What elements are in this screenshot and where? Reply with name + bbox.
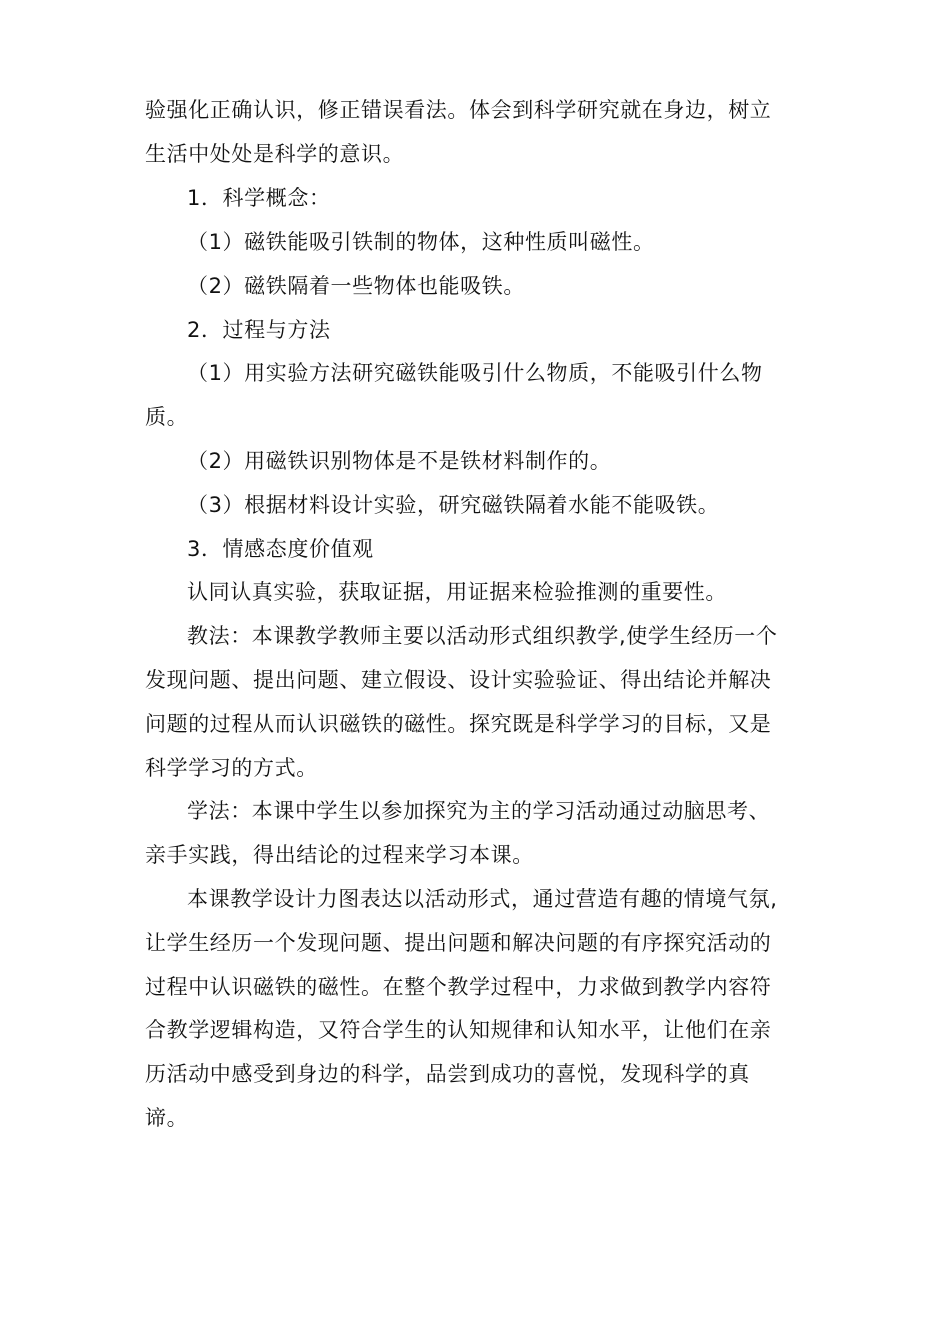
text-line: 学法：本课中学生以参加探究为主的学习活动通过动脑思考、 (187, 799, 771, 823)
text-line: 发现问题、提出问题、建立假设、设计实验验证、得出结论并解决 (145, 668, 772, 692)
list-item: （3）根据材料设计实验，研究磁铁隔着水能不能吸铁。 (187, 493, 720, 517)
list-item: （2）用磁铁识别物体是不是铁材料制作的。 (187, 449, 612, 473)
text-line: 让学生经历一个发现问题、提出问题和解决问题的有序探究活动的 (145, 931, 772, 955)
list-item: （1）磁铁能吸引铁制的物体，这种性质叫磁性。 (187, 230, 655, 254)
text-line: 科学学习的方式。 (145, 756, 318, 780)
list-item: （1）用实验方法研究磁铁能吸引什么物质，不能吸引什么物 (187, 361, 763, 385)
text-line: 问题的过程从而认识磁铁的磁性。探究既是科学学习的目标，又是 (145, 712, 772, 736)
text-line: 验强化正确认识，修正错误看法。体会到科学研究就在身边，树立 (145, 98, 772, 122)
text-line: 生活中处处是科学的意识。 (145, 142, 405, 166)
section-heading: 2．过程与方法 (187, 318, 331, 342)
text-line: 认同认真实验，获取证据，用证据来检验推测的重要性。 (187, 580, 727, 604)
text-line: 亲手实践，得出结论的过程来学习本课。 (145, 843, 534, 867)
text-line: 教法：本课教学教师主要以活动形式组织教学,使学生经历一个 (187, 624, 778, 648)
text-line: 历活动中感受到身边的科学，品尝到成功的喜悦，发现科学的真 (145, 1062, 750, 1086)
list-item: 质。 (145, 405, 189, 429)
text-line: 谛。 (145, 1106, 189, 1130)
text-line: 本课教学设计力图表达以活动形式，通过营造有趣的情境气氛, (187, 887, 778, 911)
list-item: （2）磁铁隔着一些物体也能吸铁。 (187, 274, 525, 298)
text-line: 合教学逻辑构造，又符合学生的认知规律和认知水平，让他们在亲 (145, 1018, 772, 1042)
section-heading: 1．科学概念： (187, 186, 331, 210)
section-heading: 3．情感态度价值观 (187, 537, 374, 561)
text-line: 过程中认识磁铁的磁性。在整个教学过程中，力求做到教学内容符 (145, 975, 772, 999)
